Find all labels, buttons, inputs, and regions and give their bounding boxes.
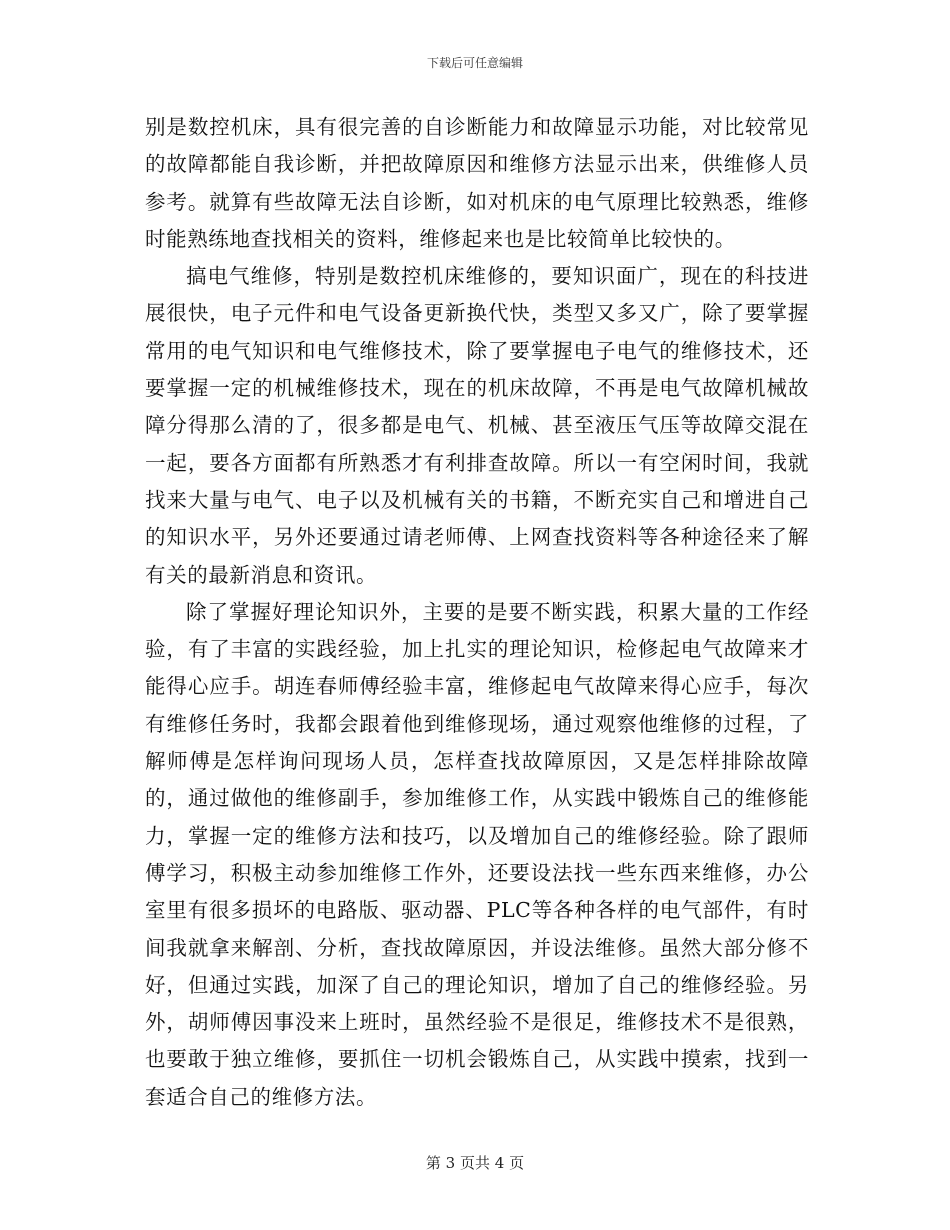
paragraph-continuation: 别是数控机床，具有很完善的自诊断能力和故障显示功能，对比较常见的故障都能自我诊断，并把故障原因和维修方法显示出来，供维修人员参考。就算有些故障无法自诊断，如对机床的电气原理比较熟悉，维修时能熟练地查找相关的资料，维修起来也是比较简单比较快的。 <box>145 115 809 251</box>
page-header: 下载后可任意编辑 <box>426 56 523 70</box>
paragraph-electrical-maintenance: 搞电气维修，特别是数控机床维修的，要知识面广，现在的科技进展很快，电子元件和电气设备更新换代快，类型又多又广，除了要掌握常用的电气知识和电气维修技术，除了要掌握电子电气的维修技术，还要掌握一定的机械维修技术，现在的机床故障，不再是电气故障机械故障分得那么清的了，很多都是电气、机械、甚至液压气压等故障交混在一起，要各方面都有所熟悉才有利排查故障。所以一有空闲时间，我就找来大量与电气、电子以及机械有关的书籍，不断充实自己和增进自己的知识水平，另外还要通过请老师傅、上网查找资料等各种途径来了解有关的最新消息和资讯。 <box>145 264 809 587</box>
page-footer: 第 3 页共 4 页 <box>425 1154 525 1172</box>
document-body <box>145 109 809 1116</box>
paragraph-practice-experience: 除了掌握好理论知识外，主要的是要不断实践，积累大量的工作经验，有了丰富的实践经验，加上扎实的理论知识，检修起电气故障来才能得心应手。胡连春师傅经验丰富，维修起电气故障来得心应手，每次有维修任务时，我都会跟着他到维修现场，通过观察他维修的过程，了解师傅是怎样询问现场人员，怎样查找故障原因，又是怎样排除故障的，通过做他的维修副手，参加维修工作，从实践中锻炼自己的维修能力，掌握一定的维修方法和技巧，以及增加自己的维修经验。除了跟师傅学习，积极主动参加维修工作外，还要设法找一些东西来维修，办公室里有很多损坏的电路版、驱动器、PLC等各种各样的电气部件，有时间我就拿来解剖、分析，查找故障原因，并设法维修。虽然大部分修不好，但通过实践，加深了自己的理论知识，增加了自己的维修经验。另外，胡师傅因事没来上班时，虽然经验不是很足，维修技术不是很熟，也要敢于独立维修，要抓住一切机会锻炼自己，从实践中摸索，找到一套适合自己的维修方法。 <box>145 599 809 1109</box>
